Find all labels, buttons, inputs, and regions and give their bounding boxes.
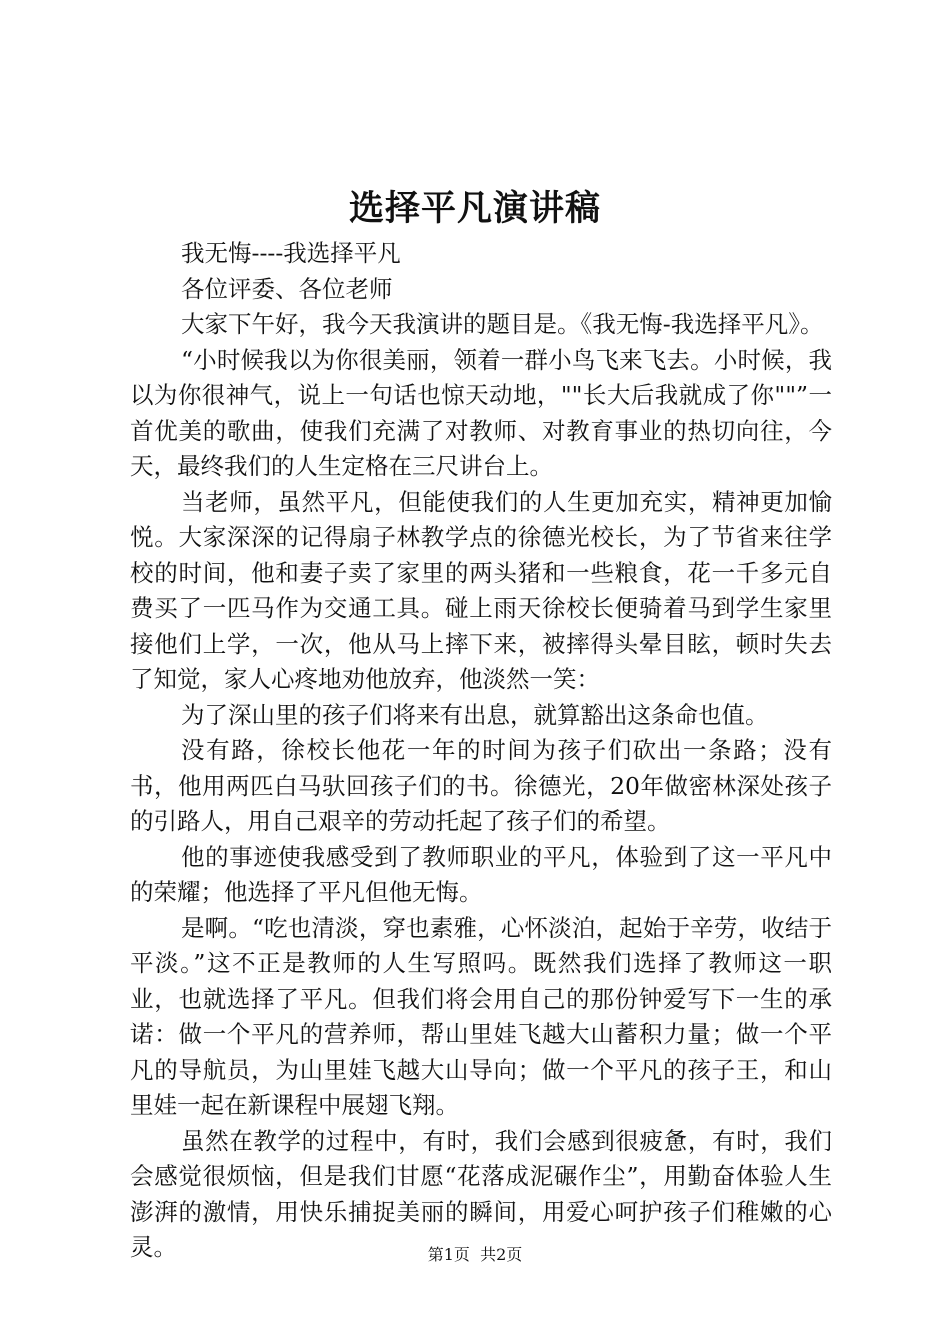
document-title: 选择平凡演讲稿 [348,188,601,229]
page-footer [0,1244,950,1266]
paragraph: 没有路，徐校长他花一年的时间为孩子们砍出一条路；没有书，他用两匹白马驮回孩子们的书。徐德光，20年做密林深处孩子的引路人，用自己艰辛的劳动托起了孩子们的希望。 [130,736,832,835]
paragraph: “小时候我以为你很美丽，领着一群小鸟飞来飞去。小时候，我以为你很神气，说上一句话也惊天动地，""长大后我就成了你""”一首优美的歌曲，使我们充满了对教师、对教育事业的热切向往，今天，最终我们的人生定格在三尺讲台上。 [130,345,832,480]
paragraph: 他的事迹使我感受到了教师职业的平凡，体验到了这一平凡中的荣耀；他选择了平凡但他无悔。 [130,842,832,906]
page-total: 共2页 [480,1245,523,1264]
paragraph: 各位评委、各位老师 [181,274,393,303]
paragraph: 大家下午好，我今天我演讲的题目是。《我无悔-我选择平凡》。 [181,310,824,338]
paragraph: 为了深山里的孩子们将来有出息，就算豁出这条命也值。 [181,700,769,729]
paragraph: 虽然在教学的过程中，有时，我们会感到很疲惫，有时，我们会感觉很烦恼，但是我们甘愿“花落成泥碾作尘”，用勤奋体验人生澎湃的激情，用快乐捕捉美丽的瞬间，用爱心呵护孩子们稚嫩的心灵。 [130,1126,832,1261]
paragraph: 是啊。“吃也清淡，穿也素雅，心怀淡泊，起始于辛劳，收结于平淡。”这不正是教师的人生写照吗。既然我们选择了教师这一职业，也就选择了平凡。但我们将会用自己的那份钟爱写下一生的承诺：做一个平凡的营养师，帮山里娃飞越大山蓄积力量；做一个平凡的导航员，为山里娃飞越大山导向；做一个平凡的孩子王，和山里娃一起在新课程中展翅飞翔。 [130,913,832,1119]
paragraph: 当老师，虽然平凡，但能使我们的人生更加充实，精神更加愉悦。大家深深的记得扇子林教学点的徐德光校长，为了节省来往学校的时间，他和妻子卖了家里的两头猪和一些粮食，花一千多元自费买了一匹马作为交通工具。碰上雨天徐校长便骑着马到学生家里接他们上学，一次，他从马上摔下来，被摔得头晕目眩，顿时失去了知觉，家人心疼地劝他放弃，他淡然一笑： [130,487,832,693]
page-number: 第1页 [427,1245,470,1264]
document-body [130,236,832,1266]
paragraph: 我无悔----我选择平凡 [181,239,401,267]
